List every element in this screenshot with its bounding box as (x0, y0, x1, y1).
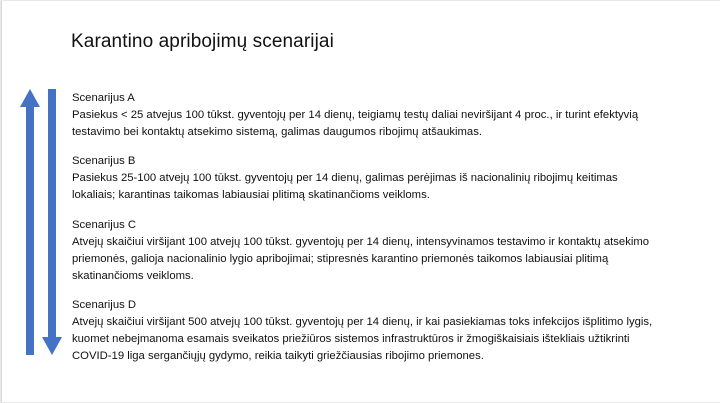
scenario-b (72, 153, 712, 204)
scenario-d (72, 297, 712, 365)
scenario-text-line: kuomet nebejmanoma esamais sveikatos priežiūros sistemos infrastruktūros ir žmogiškaisiais ištekliais užtikrinti (72, 333, 630, 345)
scenario-text-line: testavimo bei kontaktų atsekimo sistemą, galimas daugumos ribojimų atšaukimas. (72, 126, 483, 138)
scenario-text-line: priemonės, galioja nacionalinio lygio apribojimai; stipresnės karantino priemonės taikomos labiausiai plitimą (72, 253, 609, 265)
scenario-a (72, 90, 712, 141)
scenario-text-line: skatinančioms veikloms. (72, 270, 194, 282)
scenario-text-line: Pasiekus 25-100 atvejų 100 tūkst. gyventojų per 14 dienų, galimas perėjimas iš nacionalinių ribojimų keitimas (72, 172, 618, 184)
scenario-heading: Scenarijus D (72, 299, 137, 311)
scenario-c (72, 217, 712, 285)
slide-title: Karantino apribojimų scenarijai (71, 31, 334, 52)
down-arrow-icon (42, 89, 62, 355)
slide (1, 1, 720, 402)
scenario-text-line: COVID-19 liga sergančiųjų gydymo, reikia taikyti griežčiausias ribojimo priemones. (72, 350, 484, 362)
scenario-text-line: lokaliais; karantinas taikomas labiausiai plitimą skatinančioms veikloms. (72, 189, 430, 201)
scenario-text-line: Pasiekus < 25 atvejus 100 tūkst. gyventojų per 14 dienų, teigiamų testų daliai neviršijant 4 proc., ir turint efektyvią (72, 109, 639, 121)
scenario-text-line: Atvejų skaičiui viršijant 500 atvejų 100 tūkst. gyventojų per 14 dienų, ir kai pasiekiamas toks infekcijos išplitimo lygis, (72, 316, 653, 328)
up-arrow-icon (20, 89, 40, 355)
bidirectional-arrows (19, 87, 73, 357)
scenario-text-line: Atvejų skaičiui viršijant 100 atvejų 100 tūkst. gyventojų per 14 dienų, intensyvinamos testavimo ir kontaktų atsekimo (72, 236, 650, 248)
scenario-heading: Scenarijus B (72, 155, 136, 167)
scenario-heading: Scenarijus C (72, 219, 137, 231)
scenario-heading: Scenarijus A (72, 92, 135, 104)
